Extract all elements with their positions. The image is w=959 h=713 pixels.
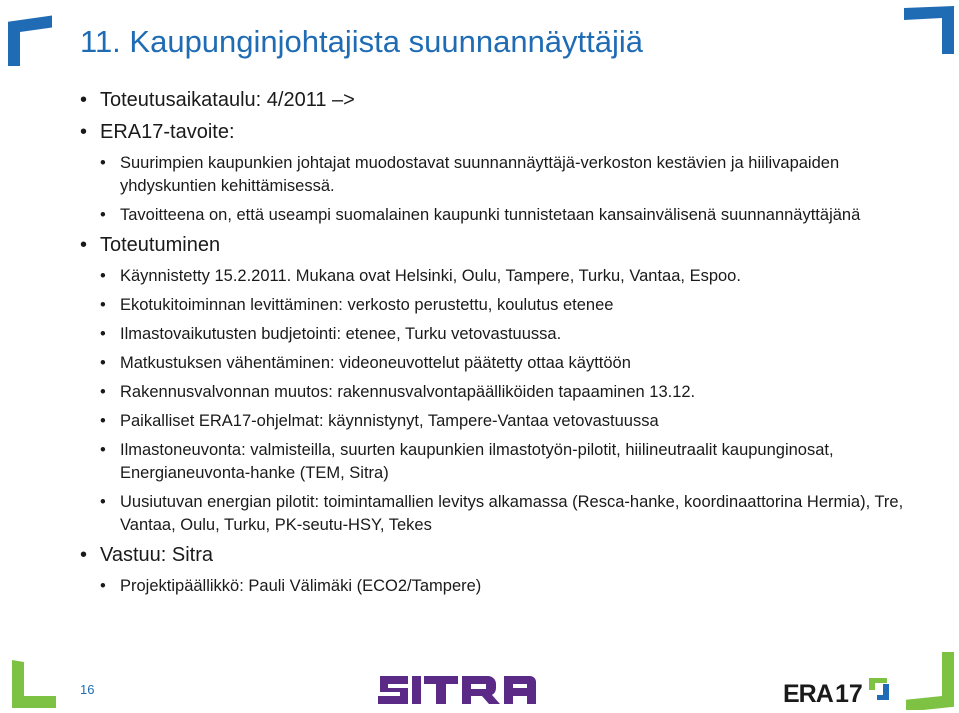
sub-bullet-item [78, 439, 938, 485]
svg-text:ERA: ERA [783, 680, 833, 706]
sub-bullet-item [78, 265, 938, 288]
sub-bullet-item [78, 323, 938, 346]
bullet-dot-icon: • [80, 234, 88, 256]
bullet-dot-icon: • [100, 206, 106, 224]
sitra-logo [376, 668, 538, 710]
bullet-text: Matkustuksen vähentäminen: videoneuvottelut päätetty ottaa käyttöön [120, 354, 631, 372]
bullet-text: Rakennusvalvonnan muutos: rakennusvalvontapäälliköiden tapaaminen 13.12. [120, 383, 696, 401]
bullet-dot-icon: • [100, 154, 106, 172]
bullet-dot-icon: • [100, 325, 106, 343]
bullet-dot-icon: • [100, 577, 106, 595]
sub-bullet-item [78, 491, 938, 537]
sub-bullet-item [78, 381, 938, 404]
bullet-dot-icon: • [80, 89, 88, 111]
era17-logo [783, 676, 893, 706]
bullet-text: Toteutuminen [100, 234, 221, 256]
bullet-text: Paikalliset ERA17-ohjelmat: käynnistynyt, Tampere-Vantaa vetovastuussa [120, 412, 659, 430]
sub-bullet-item [78, 575, 938, 598]
sub-bullet-item [78, 204, 938, 227]
slide-title: 11. Kaupunginjohtajista suunnannäyttäjiä [80, 24, 644, 59]
bullet-text: ERA17-tavoite: [100, 121, 235, 143]
bullet-dot-icon: • [100, 267, 106, 285]
bullet-item [78, 88, 938, 113]
bullet-item [78, 543, 938, 568]
bullet-text: Vastuu: Sitra [100, 544, 214, 566]
bullet-dot-icon: • [100, 441, 106, 459]
bullet-item [78, 120, 938, 145]
sub-bullet-item [78, 152, 938, 198]
bullet-text: Ilmastovaikutusten budjetointi: etenee, Turku vetovastuussa. [120, 325, 562, 343]
sub-bullet-item [78, 294, 938, 317]
corner-bracket-top-right-icon [904, 4, 956, 56]
bullet-dot-icon: • [100, 493, 106, 511]
sub-bullet-item [78, 410, 938, 433]
bullet-text: Uusiutuvan energian pilotit: toimintamallien levitys alkamassa (Resca-hanke, koordinaattorina Hermia), Tre, Vantaa, Oulu, Turku, PK-seutu-HSY, Tekes [120, 493, 904, 534]
bullet-dot-icon: • [80, 544, 88, 566]
bullet-text: Projektipäällikkö: Pauli Välimäki (ECO2/Tampere) [120, 577, 482, 595]
bullet-text: Suurimpien kaupunkien johtajat muodostavat suunnannäyttäjä-verkoston kestävien ja hiilivapaiden yhdyskuntien kehittämisessä. [120, 154, 840, 195]
sub-bullet-item [78, 352, 938, 375]
corner-bracket-top-left-icon [6, 14, 54, 66]
svg-text:17: 17 [835, 680, 863, 706]
corner-bracket-bottom-left-icon [10, 660, 58, 710]
bullet-dot-icon: • [100, 412, 106, 430]
bullet-text: Toteutusaikataulu: 4/2011 –> [100, 89, 355, 111]
bullet-text: Ekotukitoiminnan levittäminen: verkosto perustettu, koulutus etenee [120, 296, 614, 314]
corner-bracket-bottom-right-icon [904, 652, 956, 710]
bullet-list [78, 88, 938, 604]
bullet-dot-icon: • [100, 296, 106, 314]
bullet-text: Tavoitteena on, että useampi suomalainen kaupunki tunnistetaan kansainvälisenä suunnannäyttäjänä [120, 206, 861, 224]
bullet-text: Ilmastoneuvonta: valmisteilla, suurten kaupunkien ilmastotyön-pilotit, hiilineutraalit kaupunginosat, Energianeuvonta-hanke (TEM, Sitra) [120, 441, 834, 482]
bullet-item [78, 233, 938, 258]
bullet-text: Käynnistetty 15.2.2011. Mukana ovat Helsinki, Oulu, Tampere, Turku, Vantaa, Espoo. [120, 267, 741, 285]
bullet-dot-icon: • [80, 121, 88, 143]
page-number: 16 [80, 682, 95, 697]
bullet-dot-icon: • [100, 383, 106, 401]
bullet-dot-icon: • [100, 354, 106, 372]
